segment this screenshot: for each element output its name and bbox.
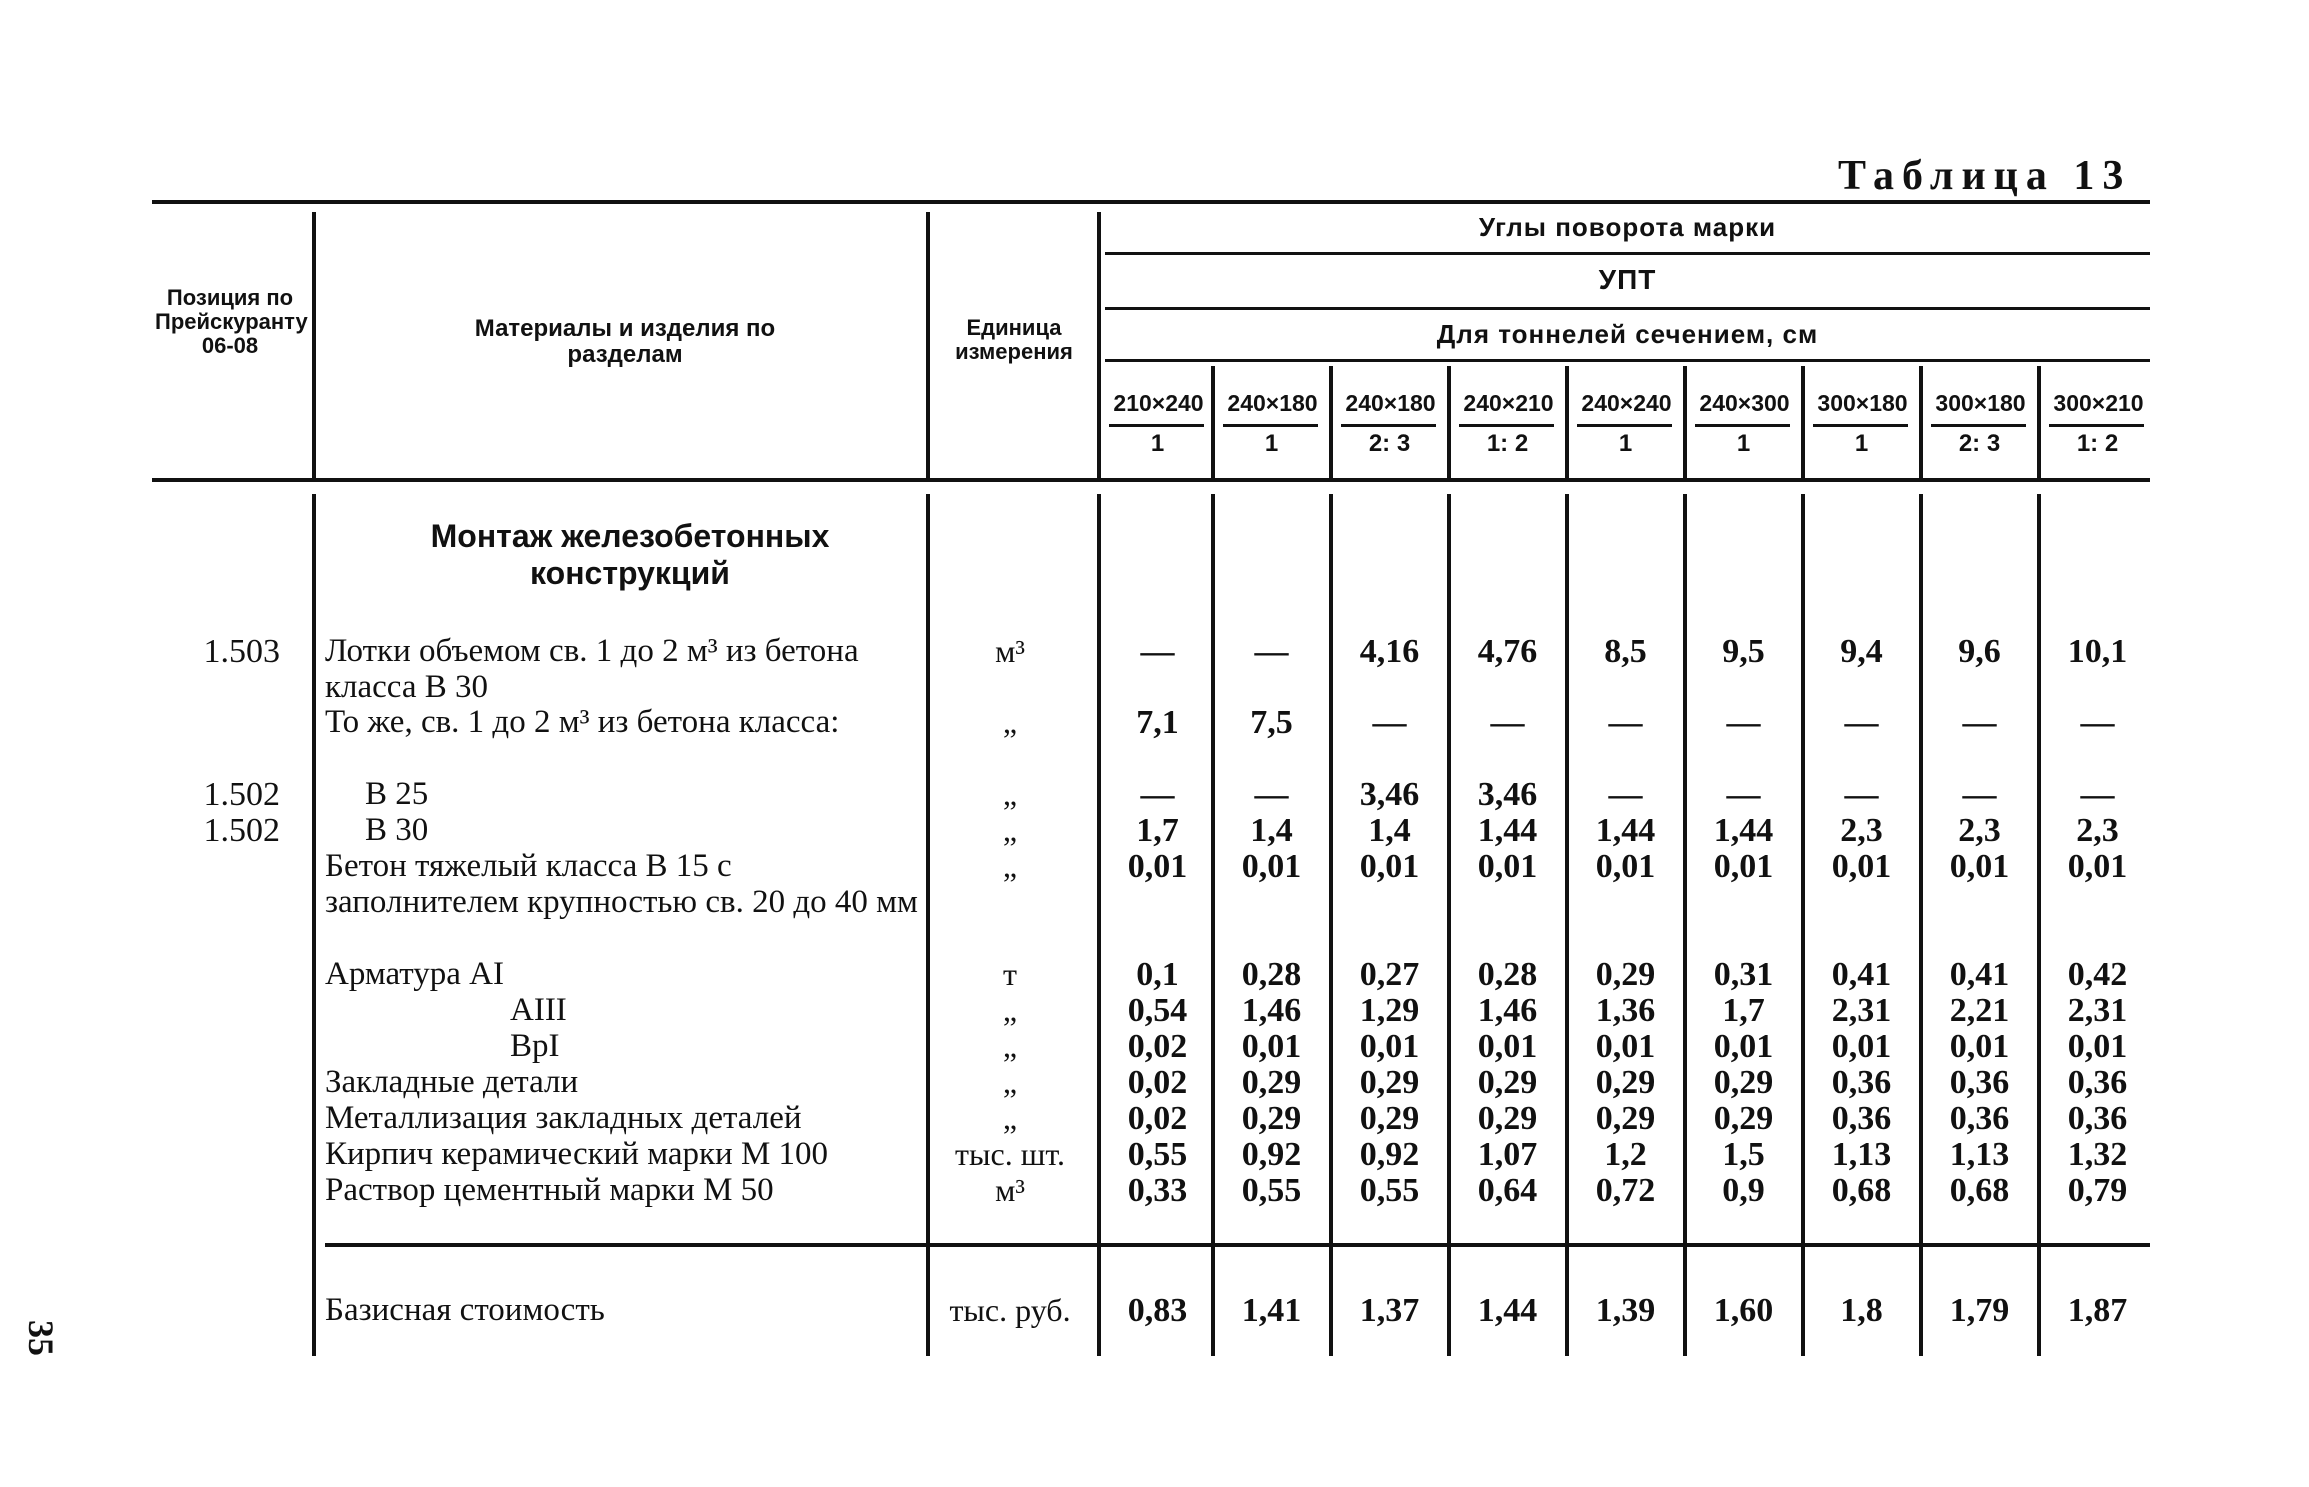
table-cell: 1,2 [1604, 1136, 1647, 1173]
col-divider [1565, 366, 1569, 478]
table-cell: 10,1 [2067, 633, 2128, 670]
unit-value: „ [1002, 848, 1018, 884]
column-ratio: 1 [1736, 430, 1751, 457]
table-cell: 1,4 [1368, 812, 1411, 849]
column-size: 300×210 [2053, 390, 2144, 416]
unit-value: „ [1002, 1100, 1018, 1136]
table-cell: 4,16 [1359, 633, 1420, 670]
table-cell: 0,01 [1477, 1028, 1538, 1065]
table-cell: 0,42 [2067, 956, 2128, 993]
table-cell: 0,92 [1359, 1136, 1420, 1173]
table-cell: 7,1 [1136, 704, 1179, 741]
col-divider [1329, 494, 1333, 1356]
table-cell: 0,33 [1127, 1172, 1188, 1209]
table-cell: 0,28 [1477, 956, 1538, 993]
unit-value: „ [1002, 1064, 1018, 1100]
column-size: 240×180 [1227, 390, 1318, 416]
basic-cost-cell: 1,87 [2067, 1292, 2128, 1329]
page-number: 35 [21, 1320, 61, 1356]
table-cell: 0,29 [1595, 1064, 1656, 1101]
table-cell: — [1962, 776, 1997, 813]
table-cell: 0,55 [1359, 1172, 1420, 1209]
table-cell: 1,7 [1722, 992, 1765, 1029]
table-cell: 0,36 [2067, 1100, 2128, 1137]
material-name [325, 992, 925, 1028]
col-divider [2037, 366, 2041, 478]
table-cell: — [1140, 633, 1175, 670]
table-cell: — [1608, 776, 1643, 813]
unit-value: тыс. шт. [955, 1136, 1065, 1172]
table-cell: 0,64 [1477, 1172, 1538, 1209]
table-cell: — [1844, 776, 1879, 813]
upt-header: УПТ [1598, 264, 1657, 295]
column-rule [1695, 424, 1790, 427]
table-cell: 0,36 [1831, 1100, 1892, 1137]
table-cell: 1,5 [1722, 1136, 1765, 1173]
table-cell: — [2080, 704, 2115, 741]
table-cell: 1,44 [1595, 812, 1656, 849]
material-name [325, 776, 925, 812]
table-cell: 0,41 [1949, 956, 2010, 993]
table-cell: 9,4 [1840, 633, 1883, 670]
col-divider [1801, 494, 1805, 1356]
basic-rule [325, 1243, 2150, 1247]
header-bottom-rule [152, 478, 2150, 482]
col-divider [926, 494, 930, 1356]
table-cell: — [2080, 776, 2115, 813]
col-divider [1683, 494, 1687, 1356]
position-code: 1.502 [203, 812, 280, 849]
tunnels-rule [1105, 359, 2150, 362]
basic-cost-cell: 1,79 [1949, 1292, 2010, 1329]
table-cell: — [1608, 704, 1643, 741]
table-cell: 0,29 [1595, 1100, 1656, 1137]
table-cell: 2,3 [2076, 812, 2119, 849]
table-cell: — [1372, 704, 1407, 741]
col-divider [312, 494, 316, 1356]
material-name: Металлизация закладных деталей [325, 1100, 802, 1136]
table-cell: 0,29 [1359, 1064, 1420, 1101]
table-cell: 0,29 [1241, 1100, 1302, 1137]
material-name: Арматура АI [325, 956, 504, 992]
table-cell: 0,01 [1359, 1028, 1420, 1065]
table-cell: — [1254, 633, 1289, 670]
basic-cost-cell: 0,83 [1127, 1292, 1188, 1329]
table-cell: 1,44 [1713, 812, 1774, 849]
basic-cost-cell: 1,37 [1359, 1292, 1420, 1329]
unit-value: „ [1002, 812, 1018, 848]
table-cell: 0,54 [1127, 992, 1188, 1029]
column-rule [2049, 424, 2144, 427]
table-cell: 1,46 [1241, 992, 1302, 1029]
table-cell: — [1844, 704, 1879, 741]
table-cell: 0,68 [1831, 1172, 1892, 1209]
table-cell: 0,79 [2067, 1172, 2128, 1209]
col-divider [1683, 366, 1687, 478]
table-cell: 0,01 [2067, 1028, 2128, 1065]
table-cell: 8,5 [1604, 633, 1647, 670]
position-code: 1.502 [203, 776, 280, 813]
table-cell: 1,46 [1477, 992, 1538, 1029]
col-divider [1919, 494, 1923, 1356]
basic-cost-cell: 1,44 [1477, 1292, 1538, 1329]
column-rule [1931, 424, 2026, 427]
unit-value: м³ [995, 1172, 1025, 1208]
col-divider [2037, 494, 2041, 1356]
table-cell: 0,01 [1949, 848, 2010, 885]
unit-value: „ [1002, 704, 1018, 740]
table-cell: — [1254, 776, 1289, 813]
column-rule [1341, 424, 1436, 427]
table-cell: 2,31 [2067, 992, 2128, 1029]
column-size: 210×240 [1113, 390, 1204, 416]
col-divider [1329, 366, 1333, 478]
table-cell: 0,55 [1241, 1172, 1302, 1209]
material-subitem: АIII [510, 992, 567, 1028]
materials-header: Материалы и изделия по разделам [474, 315, 776, 369]
position-header: Позиция по Прейскуранту 06-08 [155, 285, 308, 359]
top-rule [152, 200, 2150, 204]
table-cell: 3,46 [1359, 776, 1420, 813]
basic-cost-cell: 1,60 [1713, 1292, 1774, 1329]
table-cell: 0,36 [1949, 1100, 2010, 1137]
unit-header: Единица измерения [955, 315, 1073, 365]
column-size: 300×180 [1817, 390, 1908, 416]
table-cell: 0,36 [2067, 1064, 2128, 1101]
column-ratio: 2: 3 [1958, 430, 2001, 457]
tunnels-header: Для тоннелей сечением, см [1436, 319, 1819, 349]
table-cell: 0,29 [1477, 1100, 1538, 1137]
table-cell: 9,5 [1722, 633, 1765, 670]
table-cell: — [1962, 704, 1997, 741]
table-cell: 3,46 [1477, 776, 1538, 813]
column-size: 240×210 [1463, 390, 1554, 416]
column-size: 240×240 [1581, 390, 1672, 416]
basic-cost-cell: 1,39 [1595, 1292, 1656, 1329]
table-cell: 1,13 [1831, 1136, 1892, 1173]
unit-value: т [1003, 956, 1017, 992]
table-cell: 2,3 [1840, 812, 1883, 849]
material-subitem: ВрI [510, 1028, 560, 1064]
col-divider [1097, 366, 1101, 478]
table-cell: 2,31 [1831, 992, 1892, 1029]
table-cell: 1,36 [1595, 992, 1656, 1029]
col-divider [1801, 366, 1805, 478]
table-cell: 0,31 [1713, 956, 1774, 993]
material-name [325, 1028, 925, 1064]
table-cell: 1,29 [1359, 992, 1420, 1029]
table-cell: 0,02 [1127, 1028, 1188, 1065]
material-name: Закладные детали [325, 1064, 579, 1100]
table-cell: 1,07 [1477, 1136, 1538, 1173]
angles-header: Углы поворота марки [1478, 212, 1777, 242]
upt-rule [1105, 307, 2150, 310]
unit-value: м³ [995, 633, 1025, 669]
table-title: Таблица 13 [1838, 153, 2132, 199]
table-cell: 2,3 [1958, 812, 2001, 849]
column-size: 300×180 [1935, 390, 2026, 416]
table-cell: 1,13 [1949, 1136, 2010, 1173]
table-cell: 0,29 [1241, 1064, 1302, 1101]
table-cell: 0,01 [1713, 848, 1774, 885]
col-divider [1565, 494, 1569, 1356]
table-cell: 0,29 [1595, 956, 1656, 993]
unit-value: „ [1002, 776, 1018, 812]
table-cell: 0,01 [1595, 1028, 1656, 1065]
table-cell: — [1726, 776, 1761, 813]
table-cell: 0,02 [1127, 1064, 1188, 1101]
unit-value: „ [1002, 992, 1018, 1028]
col-divider [1211, 366, 1215, 478]
column-ratio: 1 [1264, 430, 1279, 457]
table-cell: 0,29 [1359, 1100, 1420, 1137]
column-rule [1109, 424, 1204, 427]
material-subitem: В 30 [365, 812, 429, 848]
col-divider [1447, 366, 1451, 478]
table-cell: — [1140, 776, 1175, 813]
table-cell: 0,55 [1127, 1136, 1188, 1173]
col-divider [312, 212, 316, 478]
column-ratio: 1 [1150, 430, 1165, 457]
col-divider [1097, 494, 1101, 1356]
material-name: Кирпич керамический марки М 100 [325, 1136, 829, 1172]
table-cell: 7,5 [1250, 704, 1293, 741]
table-cell: 0,02 [1127, 1100, 1188, 1137]
table-cell: 0,01 [1831, 1028, 1892, 1065]
material-name: Лотки объемом св. 1 до 2 м³ из бетона класса В 30 [325, 633, 859, 705]
table-cell: 1,4 [1250, 812, 1293, 849]
table-cell: 0,92 [1241, 1136, 1302, 1173]
unit-value: тыс. руб. [949, 1292, 1071, 1328]
material-name: То же, св. 1 до 2 м³ из бетона класса: [325, 704, 840, 740]
column-rule [1813, 424, 1908, 427]
column-ratio: 1: 2 [2076, 430, 2119, 457]
table-cell: 4,76 [1477, 633, 1538, 670]
table-cell: 0,27 [1359, 956, 1420, 993]
table-cell: 0,01 [1831, 848, 1892, 885]
table-cell: 0,01 [1241, 1028, 1302, 1065]
table-cell: 9,6 [1958, 633, 2001, 670]
table-cell: 0,01 [1949, 1028, 2010, 1065]
basic-cost-cell: 1,41 [1241, 1292, 1302, 1329]
table-cell: 0,29 [1713, 1064, 1774, 1101]
table-cell: 0,36 [1831, 1064, 1892, 1101]
table-cell: 0,01 [1127, 848, 1188, 885]
column-ratio: 1 [1854, 430, 1869, 457]
col-divider [926, 212, 930, 478]
table-cell: 0,01 [1595, 848, 1656, 885]
column-size: 240×180 [1345, 390, 1436, 416]
col-divider [1447, 494, 1451, 1356]
table-cell: 0,28 [1241, 956, 1302, 993]
angles-rule [1105, 252, 2150, 255]
table-cell: 0,68 [1949, 1172, 2010, 1209]
column-size: 240×300 [1699, 390, 1790, 416]
table-cell: 0,9 [1722, 1172, 1765, 1209]
table-cell: 1,44 [1477, 812, 1538, 849]
table-cell: 0,1 [1136, 956, 1179, 993]
table-cell: 0,01 [2067, 848, 2128, 885]
basic-cost-cell: 1,8 [1840, 1292, 1883, 1329]
column-rule [1223, 424, 1318, 427]
table-cell: — [1490, 704, 1525, 741]
material-name: Раствор цементный марки М 50 [325, 1172, 774, 1208]
material-subitem: В 25 [365, 776, 429, 812]
basic-cost-label: Базисная стоимость [325, 1292, 605, 1328]
column-ratio: 1 [1618, 430, 1633, 457]
table-cell: 0,41 [1831, 956, 1892, 993]
table-cell: 0,72 [1595, 1172, 1656, 1209]
material-name [325, 812, 925, 848]
section-title: Монтаж железобетонных конструкций [430, 518, 830, 591]
table-cell: 1,7 [1136, 812, 1179, 849]
table-cell: 2,21 [1949, 992, 2010, 1029]
table-cell: 0,36 [1949, 1064, 2010, 1101]
table-cell: 0,01 [1713, 1028, 1774, 1065]
table-cell: 0,29 [1713, 1100, 1774, 1137]
table-cell: 0,01 [1477, 848, 1538, 885]
unit-value: „ [1002, 1028, 1018, 1064]
column-rule [1459, 424, 1554, 427]
material-name: Бетон тяжелый класса В 15 с заполнителем крупностью св. 20 до 40 мм [325, 848, 918, 920]
table-cell: 1,32 [2067, 1136, 2128, 1173]
col-divider [1211, 494, 1215, 1356]
column-ratio: 2: 3 [1368, 430, 1411, 457]
table-cell: 0,29 [1477, 1064, 1538, 1101]
table-cell: 0,01 [1241, 848, 1302, 885]
table-cell: — [1726, 704, 1761, 741]
position-code: 1.503 [203, 633, 280, 670]
column-ratio: 1: 2 [1486, 430, 1529, 457]
column-rule [1577, 424, 1672, 427]
table-cell: 0,01 [1359, 848, 1420, 885]
col-divider [1919, 366, 1923, 478]
